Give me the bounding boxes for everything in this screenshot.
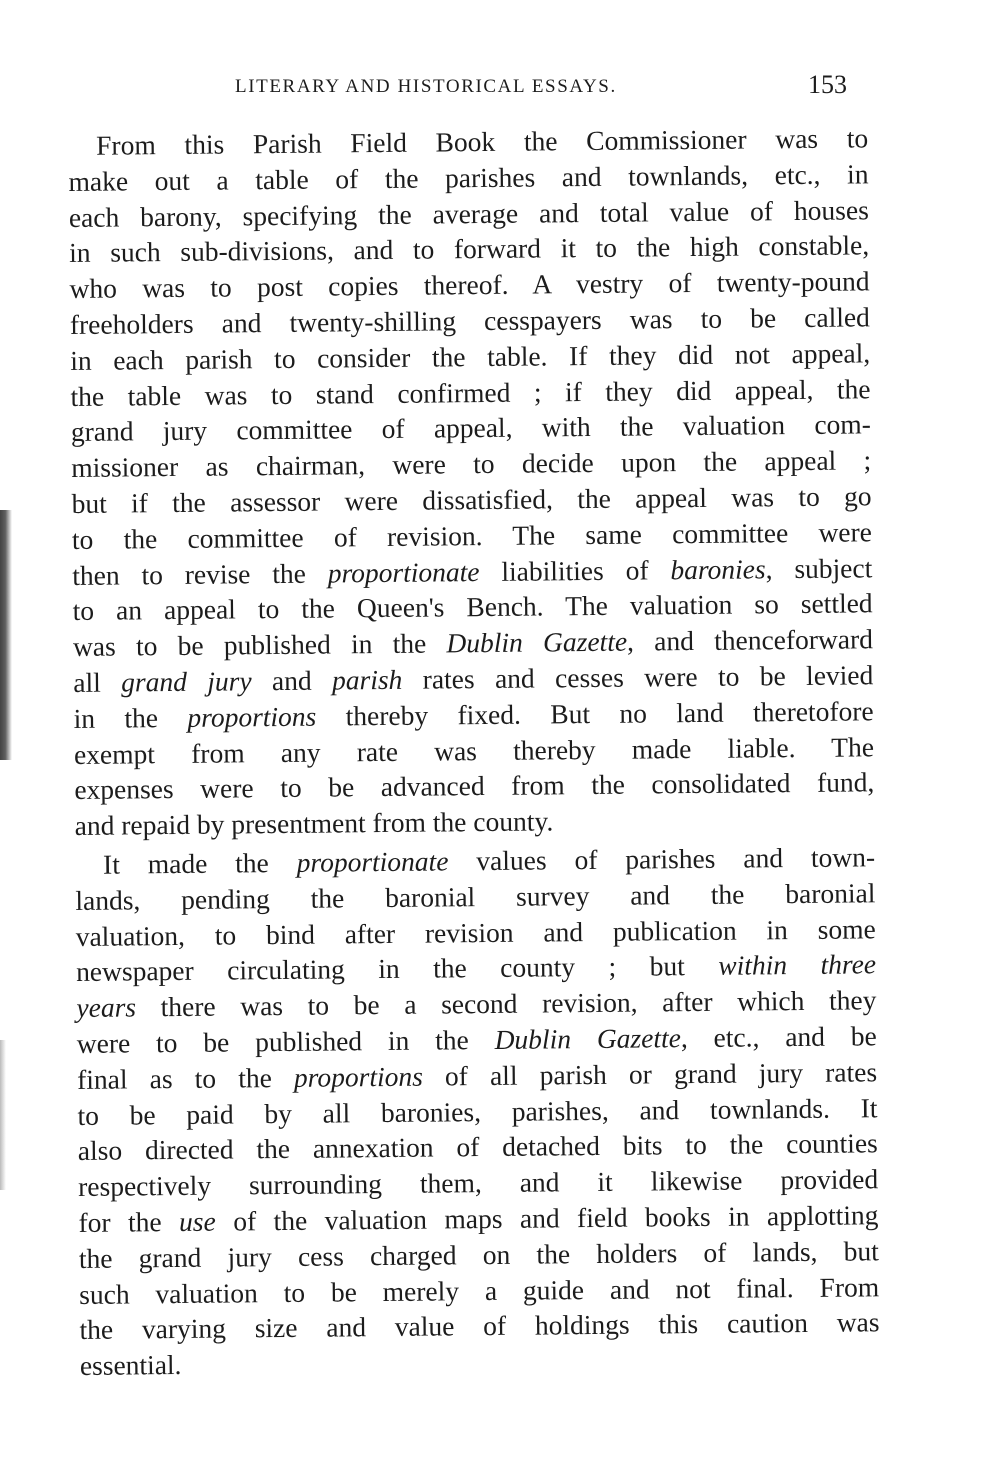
italic-emphasis: baronies xyxy=(670,552,766,585)
text-line: and repaid by presentment from the county. xyxy=(74,805,554,842)
text-line: in such sub-divisions, and to forward it to the high constable, xyxy=(69,229,870,269)
paragraph-1 xyxy=(68,120,875,844)
italic-emphasis: within three xyxy=(718,948,877,982)
text-line: newspaper circulating in the county ; but within three xyxy=(75,948,877,988)
text-line: final as to the proportions of all parish or grand jury rates xyxy=(76,1055,878,1095)
text-line: in each parish to consider the table. If they did not appeal, xyxy=(70,337,871,376)
text-line: then to revise the proportionate liabilities of baronies, subject xyxy=(72,551,873,591)
text-line: It made the proportionate values of parishes and town- xyxy=(102,841,876,880)
text-line: the grand jury cess charged on the holders of lands, but xyxy=(78,1234,879,1274)
italic-emphasis: proportions xyxy=(293,1060,423,1093)
text-line: all grand jury and parish rates and cesses were to be levied xyxy=(73,659,874,698)
text-line: such valuation to be merely a guide and not final. From xyxy=(79,1270,880,1310)
binding-shadow-lower xyxy=(0,1040,6,1190)
text-line: in the proportions thereby fixed. But no land theretofore xyxy=(73,695,874,734)
italic-emphasis: years xyxy=(76,991,137,1024)
binding-shadow xyxy=(0,510,12,760)
text-line: essential. xyxy=(79,1349,182,1382)
text-line: expenses were to be advanced from the consolidated fund, xyxy=(74,766,875,806)
text-line: From this Parish Field Book the Commissioner was to xyxy=(96,122,869,161)
italic-emphasis: Dublin Gazette xyxy=(494,1022,682,1055)
italic-emphasis: use xyxy=(178,1205,216,1237)
italic-emphasis: Dublin Gazette xyxy=(446,625,628,659)
text-line: to an appeal to the Queen's Bench. The valuation so settled xyxy=(72,587,873,627)
text-line: grand jury committee of appeal, with the valuation com- xyxy=(70,408,872,448)
body-text xyxy=(68,120,880,1384)
text-line: lands, pending the baronial survey and the baronial xyxy=(75,877,876,916)
text-line: the varying size and value of holdings this caution was xyxy=(79,1306,880,1346)
text-line: valuation, to bind after revision and publication in some xyxy=(75,912,876,952)
text-line: the table was to stand confirmed ; if they did appeal, the xyxy=(70,372,871,412)
text-line: who was to post copies thereof. A vestry of twenty-pound xyxy=(69,265,870,305)
text-line: freeholders and twenty-shilling cesspayers was to be called xyxy=(69,301,870,340)
text-line: exempt from any rate was thereby made liable. The xyxy=(73,730,875,770)
text-line: years there was to be a second revision, after which they xyxy=(76,984,877,1024)
italic-emphasis: proportionate xyxy=(296,845,449,878)
text-line: each barony, specifying the average and total value of houses xyxy=(68,193,869,233)
text-line: respectively surrounding them, and it likewise provided xyxy=(78,1163,879,1203)
italic-emphasis: proportions xyxy=(187,700,317,733)
text-line: were to be published in the Dublin Gazette, etc., and be xyxy=(76,1020,877,1059)
text-line: for the use of the valuation maps and field books in applotting xyxy=(78,1199,879,1238)
italic-emphasis: proportionate xyxy=(327,555,480,589)
text-line: also directed the annexation of detached bits to the counties xyxy=(77,1127,878,1167)
text-line: make out a table of the parishes and townlands, etc., in xyxy=(68,158,869,197)
text-line: to the committee of revision. The same committee were xyxy=(71,516,873,555)
paragraph-2 xyxy=(75,839,880,1384)
page-number: 153 xyxy=(808,70,847,99)
text-line: was to be published in the Dublin Gazette, and thenceforward xyxy=(72,623,874,663)
italic-emphasis: parish xyxy=(331,663,403,696)
italic-emphasis: grand jury xyxy=(121,665,252,698)
text-line: missioner as chairman, were to decide upon the appeal ; xyxy=(71,444,872,484)
text-line: but if the assessor were dissatisfied, the appeal was to go xyxy=(71,480,872,519)
text-line: to be paid by all baronies, parishes, and townlands. It xyxy=(77,1091,878,1131)
running-head: LITERARY AND HISTORICAL ESSAYS. xyxy=(235,76,617,97)
